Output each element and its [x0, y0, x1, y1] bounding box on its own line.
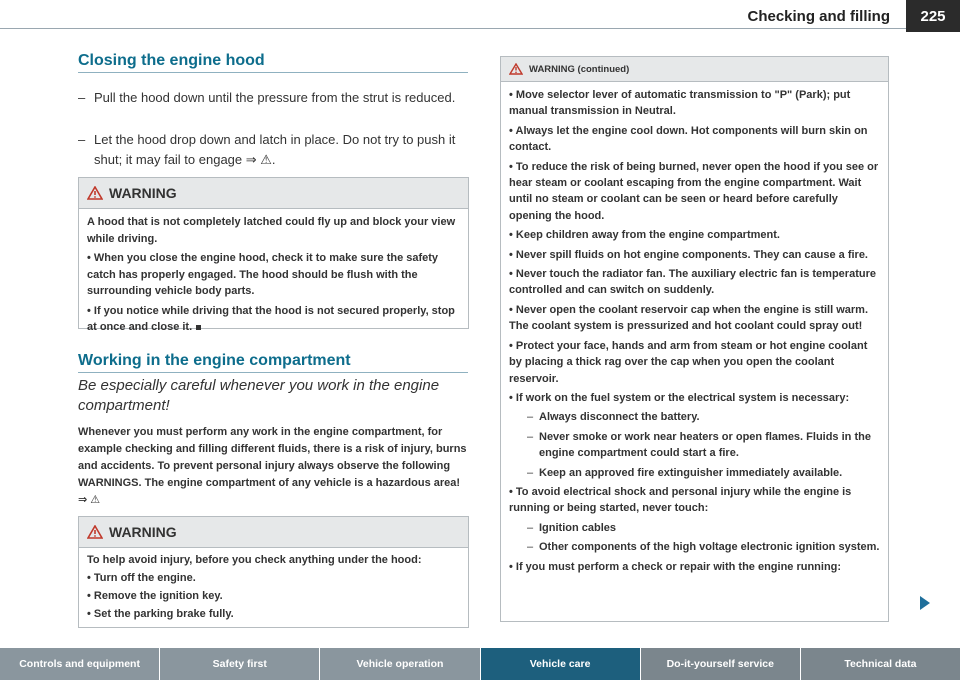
warning-icon: [87, 525, 103, 539]
continue-arrow-icon: [920, 596, 930, 610]
hood-section-title: Closing the engine hood: [78, 52, 265, 69]
footer-nav: [0, 648, 960, 680]
warning-text: • Protect your face, hands and arm from steam or hot engine coolant by placing a thick rag over the cap when you open the coolant reservoir.: [509, 339, 868, 385]
warning-subitem: – Never smoke or work near heaters or open flames. Fluids in the engine compartment could start a fire.: [527, 430, 871, 460]
hood-title-rule: [78, 72, 468, 73]
warning-text: • Never spill fluids on hot engine components. They can cause a fire.: [509, 248, 868, 261]
header-rule: [0, 28, 908, 29]
warning-text: • Never touch the radiator fan. The auxiliary electric fan is temperature controlled and can switch on suddenly.: [509, 268, 876, 297]
warning-header: WARNING (continued): [501, 57, 888, 82]
warning-subitem: – Always disconnect the battery.: [527, 411, 700, 424]
page-number: 225: [906, 0, 960, 32]
warning-text: • When you close the engine hood, check it to make sure the safety catch has properly engaged. The hood should be flush with the surrounding vehicle body parts.: [87, 252, 439, 297]
warning-subitem: – Keep an approved fire extinguisher immediately available.: [527, 466, 843, 479]
warning-text: • Never open the coolant reservoir cap when the engine is still warm. The coolant system is pressurized and hot coolant could spray out!: [509, 303, 869, 333]
warning-text: • Set the parking brake fully.: [87, 608, 234, 620]
warning-text: • Keep children away from the engine compartment.: [509, 229, 780, 242]
warning-header: WARNING: [79, 178, 468, 209]
section-title: Checking and filling: [747, 8, 890, 25]
warning-subitem: – Other components of the high voltage electronic ignition system.: [527, 541, 880, 554]
warning-box-hood: [78, 177, 469, 333]
compartment-intro: Be especially careful whenever you work in the engine compartment!: [78, 377, 440, 414]
warning-text: • If you notice while driving that the hood is not secured properly, stop at once and close it.: [87, 304, 455, 333]
hood-step-1: – Pull the hood down until the pressure from the strut is reduced.: [78, 90, 456, 105]
warning-text: • If work on the fuel system or the electrical system is necessary:: [509, 391, 850, 404]
tab-technical-data[interactable]: Technical data: [801, 648, 960, 680]
warning-box-compartment: [78, 516, 469, 628]
warning-header: WARNING: [79, 517, 468, 548]
tab-vehicle-care[interactable]: Vehicle care: [481, 648, 641, 680]
warning-box-continued: [500, 56, 889, 622]
warning-text: • To reduce the risk of being burned, never open the hood if you see or hear steam or coolant escaping from the engine compartment. Wait until no steam or coolant can be seen or heard before carefully opening the hood.: [509, 160, 879, 222]
tab-vehicle-operation[interactable]: Vehicle operation: [320, 648, 480, 680]
tab-safety-first[interactable]: Safety first: [160, 648, 320, 680]
warning-text: • If you must perform a check or repair with the engine running:: [509, 560, 842, 573]
tab-do-it-yourself-service[interactable]: Do-it-yourself service: [641, 648, 801, 680]
warning-text: • Turn off the engine.: [87, 572, 196, 584]
warning-text: • Remove the ignition key.: [87, 590, 223, 602]
warning-text: • To avoid electrical shock and personal injury while the engine is running or being started, never touch:: [509, 485, 852, 515]
warning-icon: [87, 186, 103, 200]
warning-text: • Move selector lever of automatic transmission to "P" (Park); put manual transmission in Neutral.: [509, 89, 851, 118]
warning-subitem: – Ignition cables: [527, 521, 617, 534]
hood-step-2: – Let the hood drop down and latch in place. Do not try to push it shut; it may fail to engage ⇒ ⚠.: [78, 132, 456, 167]
warning-text: • Always let the engine cool down. Hot components will burn skin on contact.: [509, 124, 868, 154]
end-marker-icon: [196, 325, 201, 330]
compartment-title-rule: [78, 372, 468, 373]
tab-controls-and-equipment[interactable]: Controls and equipment: [0, 648, 160, 680]
compartment-body: Whenever you must perform any work in the engine compartment, for example checking and filling different fluids, there is a risk of injury, burns and accidents. To prevent personal injury always observe the following WARNINGS. The engine compartment of any vehicle is a hazardous area! ⇒ ⚠: [78, 426, 467, 506]
warning-text: A hood that is not completely latched could fly up and block your view while driving.: [87, 216, 456, 245]
warning-icon: [509, 63, 523, 75]
compartment-section-title: Working in the engine compartment: [78, 352, 351, 369]
warning-text: To help avoid injury, before you check anything under the hood:: [87, 554, 422, 566]
